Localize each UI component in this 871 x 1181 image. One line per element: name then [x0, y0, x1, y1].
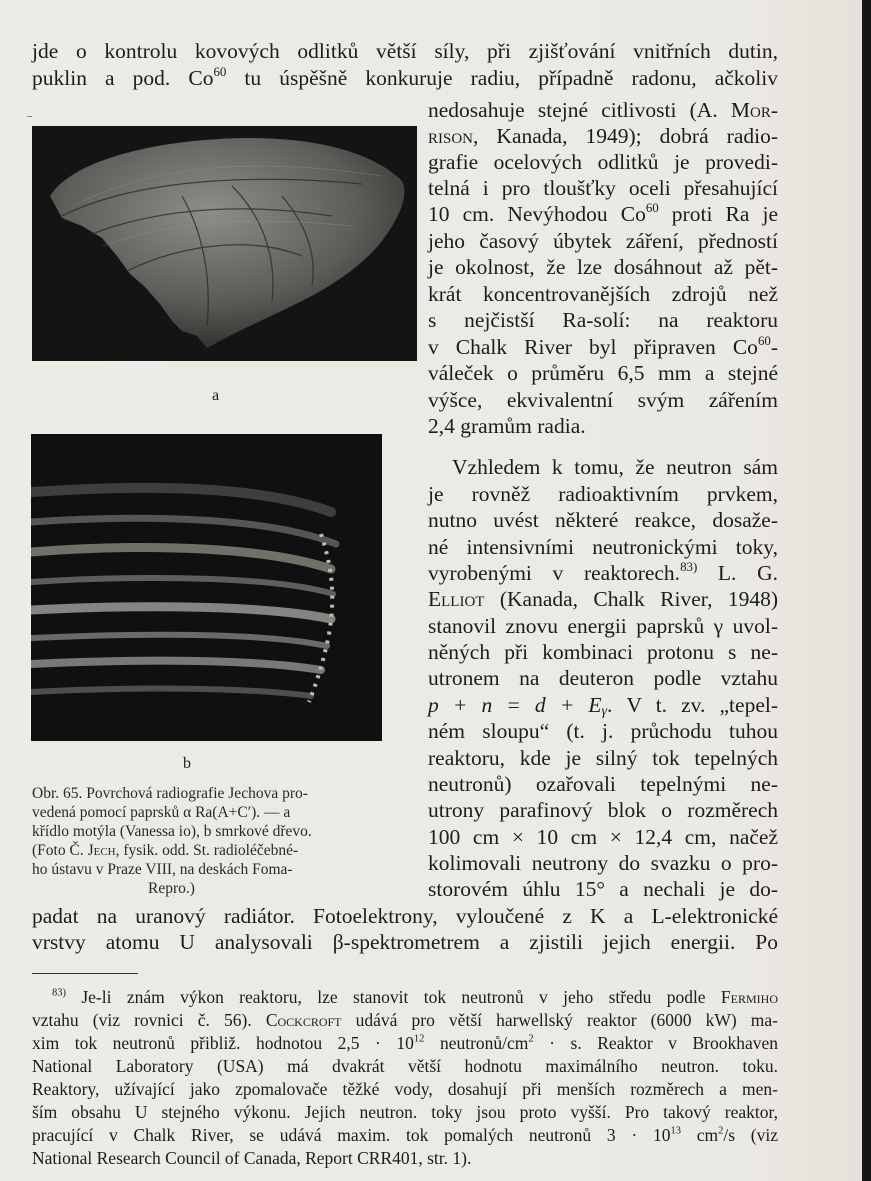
text-line: 100 cm × 10 cm × 12,4 cm, načež	[428, 825, 778, 849]
text-line: jde o kontrolu kovových odlitků větší síly, při zjišťování vnitřních dutin,	[32, 39, 778, 63]
text-line: výšce, ekvivalentní svým zářením	[428, 388, 778, 412]
footnote-line: vztahu (viz rovnici č. 56). Cockcroft udává pro větší harwellský reaktor (6000 kW) ma-	[32, 1010, 778, 1030]
text-line: né intensivními neutronickými toky,	[428, 535, 778, 559]
footnote-line: Reaktory, užívající jako zpomalovače těžké vody, dosahují při menších rozměrech a men-	[32, 1079, 778, 1099]
footnote-line: xim tok neutronů přibliž. hodnotou $2,5 \cdot 10^{12}$ neutronů/$cm^2 \cdot s$. Reaktor v Brookhaven	[32, 1033, 778, 1053]
photo-spruce-wood	[31, 434, 382, 741]
footnote-line: National Research Council of Canada, Report CRR401, str. 1).	[32, 1148, 472, 1168]
text-line: $p + n = d + E_\gamma$. V t. zv. „tepel-	[428, 693, 778, 719]
text-line: nutno uvést některé reakce, dosaže-	[428, 508, 778, 532]
text-line: rison, Kanada, 1949); dobrá radio-	[428, 124, 778, 148]
text-line: reaktoru, kde je silný tok tepelných	[428, 746, 778, 770]
text-line: váleček o průměru 6,5 mm a stejné	[428, 361, 778, 385]
text-line: kolimovali neutrony do svazku o pro-	[428, 851, 778, 875]
footnote-line: pracující v Chalk River, se udává maxim. tok pomalých neutronů $3 \cdot 10^{13}$ $cm^2/s$ (viz	[32, 1125, 778, 1145]
footnote-line: ším obsahu U stejného výkonu. Jejich neutron. toky jsou proto vyšší. Pro takový reaktor,	[32, 1102, 778, 1122]
text-line: Elliot (Kanada, Chalk River, 1948)	[428, 587, 778, 611]
text-line: je okolnost, že lze dosáhnout až pět-	[428, 255, 778, 279]
text-line: jeho časový úbytek záření, předností	[428, 229, 778, 253]
figure-label-b: b	[183, 755, 191, 772]
figure-label-a: a	[212, 387, 220, 404]
text-line: utrony parafinový blok o rozměrech	[428, 798, 778, 822]
text-line: grafie ocelových odlitků je provedi-	[428, 150, 778, 174]
figure-caption-line: vedená pomocí paprsků α Ra(A+C′). — a	[32, 804, 291, 821]
text-line: 10 cm. Nevýhodou Co$^{60}$ proti Ra je	[428, 200, 778, 226]
text-line: něných při kombinaci protonu s ne-	[428, 640, 778, 664]
text-line: storovém úhlu 15° a nechali je do-	[428, 877, 778, 901]
text-line: telná i pro tloušťky oceli přesahující	[428, 176, 778, 200]
text-line: je rovněž radioaktivním prvkem,	[428, 482, 778, 506]
scan-edge-strip	[862, 0, 871, 1181]
text-line: nedosahuje stejné citlivosti (A. Mor-	[428, 98, 778, 122]
text-line: ném sloupu“ (t. j. průchodu tuhou	[428, 719, 778, 743]
footnote-line: National Laboratory (USA) má dvakrát větší hodnotu maximálního neutron. toku.	[32, 1056, 778, 1076]
text-line: s nejčistší Ra-solí: na reaktoru	[428, 308, 778, 332]
text-line: puklin a pod. Co$^{60}$ tu úspěšně konkuruje radiu, případně radonu, ačkoliv	[32, 64, 778, 90]
figure-caption-line: ho ústavu v Praze VIII, na deskách Foma-	[32, 861, 293, 878]
text-line: padat na uranový radiátor. Fotoelektrony, vyloučené z K a L-elektronické	[32, 904, 778, 928]
text-line: krát koncentrovanějších zdrojů než	[428, 282, 778, 306]
text-line: stanovil znovu energii paprsků γ uvol-	[428, 614, 778, 638]
text-line: neutronů) ozařovali tepelnými ne-	[428, 772, 778, 796]
footnote-line: $^{83)}$ Je-li znám výkon reaktoru, lze stanovit tok neutronů v jeho středu podle Fermiho	[52, 987, 778, 1007]
figure-caption-line: Repro.)	[148, 880, 195, 897]
text-line: v Chalk River byl připraven Co$^{60}$-	[428, 333, 778, 359]
scan-mark	[27, 116, 32, 117]
footnote-rule	[32, 973, 138, 974]
figure-caption-line: křídlo motýla (Vanessa io), b smrkové dřevo.	[32, 823, 312, 840]
text-line: Vzhledem k tomu, že neutron sám	[452, 455, 778, 479]
figure-caption-line: (Foto Č. Jech, fysik. odd. St. radioléčebné-	[32, 842, 299, 859]
photo-butterfly-wing	[32, 126, 417, 361]
text-line: vrstvy atomu U analysovali β-spektrometrem a zjistili jejich energii. Po	[32, 930, 778, 954]
text-line: vyrobenými v reaktorech.$^{83)}$ L. G.	[428, 559, 778, 585]
figure-caption-line: Obr. 65. Povrchová radiografie Jechova pro-	[32, 785, 308, 802]
text-line: utronem na deuteron podle vztahu	[428, 666, 778, 690]
text-line: 2,4 gramům radia.	[428, 414, 586, 438]
